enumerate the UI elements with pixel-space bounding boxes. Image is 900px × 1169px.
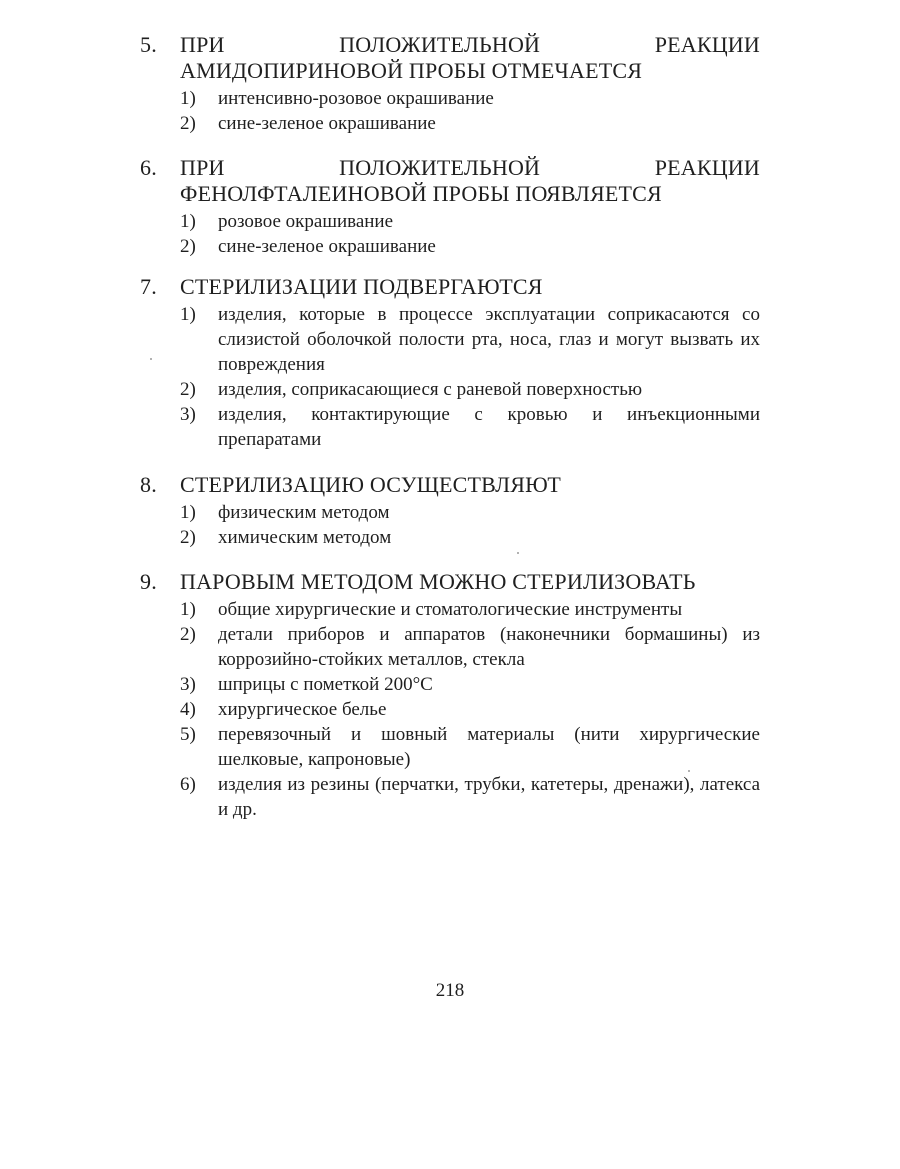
answer-option — [140, 697, 760, 722]
scan-speck — [517, 552, 519, 554]
answer-option — [140, 672, 760, 697]
question-heading — [140, 472, 760, 498]
answer-number: 4) — [180, 699, 196, 720]
answer-number: 1) — [180, 599, 196, 620]
answer-text: шприцы с пометкой 200°С — [218, 674, 433, 695]
answer-option — [140, 525, 760, 550]
question-text: ПРИ ПОЛОЖИТЕЛЬНОЙ РЕАКЦИИ АМИДОПИРИНОВОЙ ПРОБЫ ОТМЕЧАЕТСЯ — [180, 32, 760, 83]
scan-speck — [688, 770, 690, 772]
answer-number: 2) — [180, 624, 196, 645]
question-9 — [140, 569, 760, 822]
answer-number: 2) — [180, 113, 196, 134]
answer-number: 3) — [180, 674, 196, 695]
answer-text: перевязочный и шовный материалы (нити хирургические шелковые, капроновые) — [218, 724, 760, 770]
answer-text: интенсивно-розовое окрашивание — [218, 88, 494, 109]
answer-number: 1) — [180, 304, 196, 325]
question-number: 7. — [140, 274, 157, 299]
answer-text: хирургическое белье — [218, 699, 387, 720]
answer-list — [140, 500, 760, 550]
question-number: 9. — [140, 569, 157, 594]
question-heading — [140, 155, 760, 207]
answer-option — [140, 402, 760, 452]
question-heading — [140, 569, 760, 595]
question-text: ПРИ ПОЛОЖИТЕЛЬНОЙ РЕАКЦИИ ФЕНОЛФТАЛЕИНОВОЙ ПРОБЫ ПОЯВЛЯЕТСЯ — [180, 155, 760, 206]
answer-option — [140, 209, 760, 234]
answer-option — [140, 234, 760, 259]
question-5 — [140, 32, 760, 136]
answer-number: 5) — [180, 724, 196, 745]
answer-option — [140, 377, 760, 402]
answer-option — [140, 302, 760, 377]
answer-option — [140, 722, 760, 772]
question-8 — [140, 472, 760, 550]
page-number: 218 — [435, 980, 465, 1001]
question-number: 5. — [140, 32, 157, 57]
answer-option — [140, 597, 760, 622]
question-7 — [140, 274, 760, 452]
question-number: 6. — [140, 155, 157, 180]
answer-number: 1) — [180, 502, 196, 523]
answer-text: изделия, контактирующие с кровью и инъекционными препаратами — [218, 404, 760, 450]
answer-option — [140, 772, 760, 822]
answer-number: 6) — [180, 774, 196, 795]
question-text: СТЕРИЛИЗАЦИИ ПОДВЕРГАЮТСЯ — [180, 274, 543, 299]
question-number: 8. — [140, 472, 157, 497]
scan-speck — [150, 358, 152, 360]
answer-text: детали приборов и аппаратов (наконечники бормашины) из коррозийно-стойких металлов, стекла — [218, 624, 760, 670]
answer-text: сине-зеленое окрашивание — [218, 236, 436, 257]
answer-option — [140, 111, 760, 136]
answer-list — [140, 302, 760, 452]
answer-list — [140, 86, 760, 136]
answer-list — [140, 597, 760, 822]
answer-list — [140, 209, 760, 259]
answer-text: розовое окрашивание — [218, 211, 394, 232]
answer-option — [140, 86, 760, 111]
answer-text: изделия из резины (перчатки, трубки, катетеры, дренажи), латекса и др. — [218, 774, 760, 820]
question-text: ПАРОВЫМ МЕТОДОМ МОЖНО СТЕРИЛИЗОВАТЬ — [180, 569, 696, 594]
answer-number: 2) — [180, 236, 196, 257]
answer-number: 3) — [180, 404, 196, 425]
question-heading — [140, 274, 760, 300]
answer-text: сине-зеленое окрашивание — [218, 113, 436, 134]
answer-option — [140, 500, 760, 525]
question-6 — [140, 155, 760, 259]
answer-number: 1) — [180, 211, 196, 232]
question-text: СТЕРИЛИЗАЦИЮ ОСУЩЕСТВЛЯЮТ — [180, 472, 562, 497]
answer-text: общие хирургические и стоматологические инструменты — [218, 599, 683, 620]
answer-text: изделия, которые в процессе эксплуатации соприкасаются со слизистой оболочкой полости рта, носа, глаз и могут вызвать их повреждения — [218, 304, 760, 375]
answer-text: изделия, соприкасающиеся с раневой поверхностью — [218, 379, 643, 400]
answer-text: физическим методом — [218, 502, 390, 523]
answer-number: 2) — [180, 379, 196, 400]
question-heading — [140, 32, 760, 84]
answer-number: 2) — [180, 527, 196, 548]
answer-number: 1) — [180, 88, 196, 109]
answer-text: химическим методом — [218, 527, 392, 548]
answer-option — [140, 622, 760, 672]
